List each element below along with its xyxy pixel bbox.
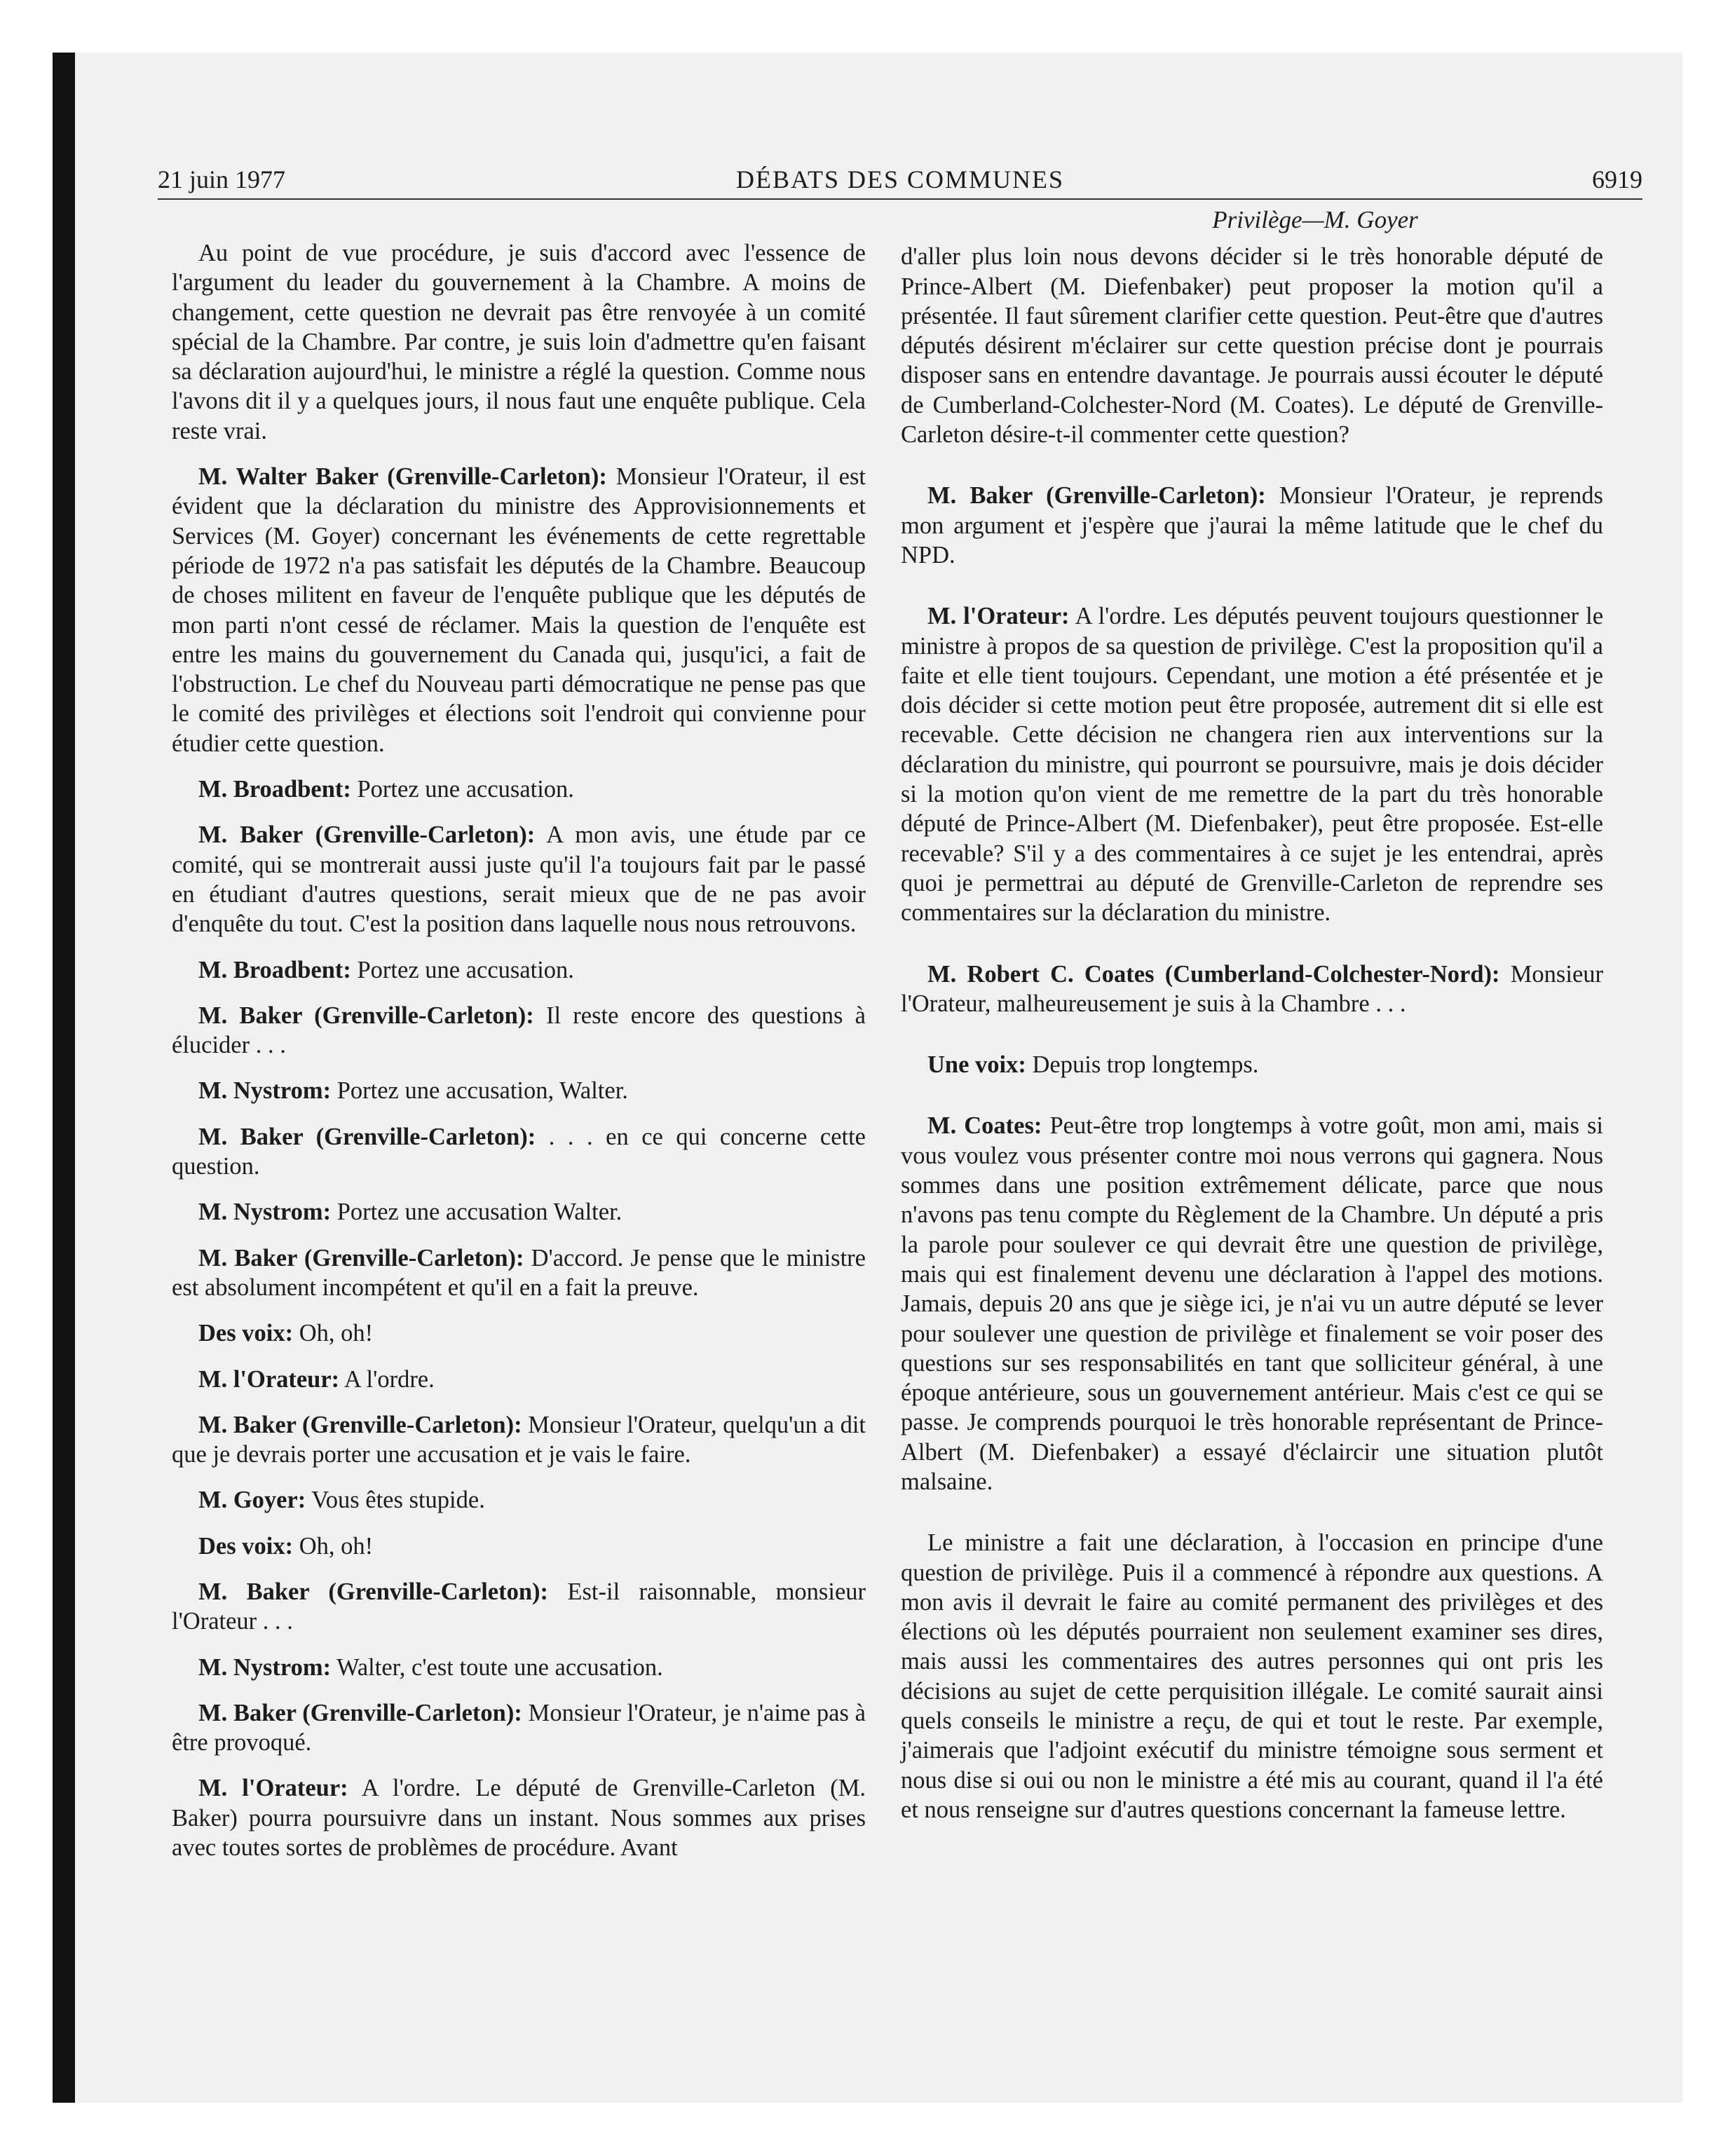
paragraph: Une voix: Depuis trop longtemps. [927,1051,1259,1079]
speaker-name: M. l'Orateur: [198,1775,348,1802]
paragraph: Des voix: Oh, oh! [198,1320,374,1347]
paragraph: M. Baker (Grenville-Carleton): Monsieur l'Orateur, quelqu'un a dit que je devrais porter une accusation et je vais le faire. [172,1411,866,1468]
page-header [158,156,1642,200]
paragraph: M. Baker (Grenville-Carleton): Il reste encore des questions à élucider . . . [172,1002,866,1059]
speaker-name: M. l'Orateur: [198,1365,340,1393]
speaker-name: Une voix: [927,1051,1026,1079]
paragraph: Au point de vue procédure, je suis d'accord avec l'essence de l'argument du leader du gouvernement à la Chambre. A moins de changement, cette question ne devrait pas être renvoyée à un comité spécial de la Chambre. Par contre, je suis loin d'admettre qu'en faisant sa déclaration aujourd'hui, le ministre a réglé la question. Comme nous l'avons dit il y a quelques jours, il nous faut une enquête publique. Cela reste vrai. [172,240,866,444]
speaker-name: M. Robert C. Coates (Cumberland-Colchester-Nord): [927,960,1500,988]
paragraph: M. Walter Baker (Grenville-Carleton): Monsieur l'Orateur, il est évident que la déclaration du ministre des Approvisionnements et Services (M. Goyer) concernant les événements de cette regrettable période de 1972 n'a pas satisfait les députés de la Chambre. Beaucoup de choses militent en faveur de l'enquête publique que les députés de mon parti n'ont cessé de réclamer. Mais la question de l'enquête est entre les mains du gouvernement du Canada qui, jusqu'ici, a fait de l'obstruction. Le chef du Nouveau parti démocratique ne pense pas que le comité des privilèges et élections soit l'endroit qui convienne pour étudier cette question. [172,463,866,757]
paragraph: M. Baker (Grenville-Carleton): Monsieur l'Orateur, je n'aime pas à être provoqué. [172,1699,866,1756]
paragraph: M. Goyer: Vous êtes stupide. [198,1487,485,1514]
paragraph: Le ministre a fait une déclaration, à l'occasion en principe d'une question de privilège. Puis il a commencé à répondre aux questions. A mon avis il devrait le faire au comité permanent des privilèges et des élections où les députés pourraient non seulement examiner ses dires, mais aussi les commentaires des autres personnes qui ont pris les décisions au sujet de cette perquisition illégale. Le comité saurait ainsi quels conseils le ministre a reçu, de qui et tout le reste. Par exemple, j'aimerais que l'adjoint exécutif du ministre témoigne sous serment et nous dise si oui ou non le ministre a été mis au courant, quand il l'a été et nous renseigne sur d'autres questions concernant la fameuse lettre. [901,1529,1603,1823]
paragraph: M. Nystrom: Walter, c'est toute une accusation. [198,1653,663,1681]
paragraph: M. Baker (Grenville-Carleton): D'accord. Je pense que le ministre est absolument incompétent et qu'il en a fait la preuve. [172,1244,866,1301]
speaker-name: M. Walter Baker (Grenville-Carleton): [198,463,607,491]
speaker-name: Des voix: [198,1532,294,1560]
speaker-name: M. l'Orateur: [927,603,1070,630]
speaker-name: M. Broadbent: [198,956,351,983]
speaker-name: M. Baker (Grenville-Carleton): [198,1578,549,1605]
paragraph: M. l'Orateur: A l'ordre. Le député de Grenville-Carleton (M. Baker) pourra poursuivre dans un instant. Nous sommes aux prises avec toutes sortes de problèmes de procédure. Avant [172,1775,866,1862]
paragraph: Des voix: Oh, oh! [198,1532,374,1560]
speaker-name: M. Baker (Grenville-Carleton): [198,1699,522,1726]
speaker-name: M. Baker (Grenville-Carleton): [198,1123,536,1150]
page-number: 6919 [1592,165,1642,193]
speaker-name: M. Nystrom: [198,1653,332,1681]
paragraph: d'aller plus loin nous devons décider si le très honorable député de Prince-Albert (M. Diefenbaker) peut proposer la motion qu'il a présentée. Il faut sûrement clarifier cette question. Peut-être que d'autres députés désirent m'éclairer sur cette question précise dont je pourrais disposer sans en entendre davantage. Je pourrais aussi écouter le député de Cumberland-Colchester-Nord (M. Coates). Le député de Grenville-Carleton désire-t-il commenter cette question? [901,243,1603,449]
speaker-name: M. Nystrom: [198,1199,332,1226]
paragraph: M. Baker (Grenville-Carleton): A mon avis, une étude par ce comité, qui se montrerait aussi juste qu'il l'a toujours fait par le passé en étudiant d'autres questions, serait mieux que de ne pas avoir d'enquête du tout. C'est la position dans laquelle nous nous retrouvons. [172,821,866,938]
paragraph: M. l'Orateur: A l'ordre. Les députés peuvent toujours questionner le ministre à propos de sa question de privilège. C'est la proposition qu'il a faite et elle tient toujours. Cependant, une motion a été présentée et je dois décider si cette motion peut être proposée, autrement dit si elle est recevable. Cette décision ne changera rien aux interventions sur la déclaration du ministre, qui pourront se poursuivre, mais je dois décider si la motion qu'on vient de me remettre de la part du très honorable député de Prince-Albert (M. Diefenbaker), peut être proposée. Est-elle recevable? S'il y a des commentaires à ce sujet je les entendrai, après quoi je permettrai au député de Grenville-Carleton de reprendre ses commentaires sur la déclaration du ministre. [901,603,1604,927]
scanned-page [53,53,1682,2103]
paragraph: M. Baker (Grenville-Carleton): . . . en ce qui concerne cette question. [172,1123,866,1180]
speaker-name: M. Baker (Grenville-Carleton): [927,482,1266,510]
speaker-name: M. Nystrom: [198,1077,332,1105]
binding-edge [53,53,75,2103]
paragraph: M. Broadbent: Portez une accusation. [198,956,574,983]
running-head: Privilège—M. Goyer [1212,206,1418,233]
paragraph: M. Broadbent: Portez une accusation. [198,776,574,803]
speaker-name: M. Baker (Grenville-Carleton): [198,1002,534,1029]
right-column [901,205,1603,1841]
paragraph: M. Coates: Peut-être trop longtemps à votre goût, mon ami, mais si vous voulez vous présenter contre moi nous verrons qui gagnera. Nous sommes dans une position extrêmement délicate, parce que nous n'avons pas tenu compte du Règlement de la Chambre. Un député a pris la parole pour soulever ce qui devrait être une question de privilège, mais qui est finalement devenu une déclaration à l'appel des motions. Jamais, depuis 20 ans que je siège ici, je n'ai vu un autre député se lever pour soulever une question de privilège et finalement se voir poser des questions sur ses responsabilités en tant que solliciteur général, à une époque antérieure, sous un gouvernement antérieur. Mais c'est ce qui se passe. Je comprends pourquoi le très honorable représentant de Prince-Albert (M. Diefenbaker) a essayé d'éclaircir une situation plutôt malsaine. [901,1112,1603,1495]
left-column [172,238,866,1878]
paragraph: M. Baker (Grenville-Carleton): Est-il raisonnable, monsieur l'Orateur . . . [172,1578,866,1635]
paragraph: M. l'Orateur: A l'ordre. [198,1365,435,1393]
paragraph: M. Nystrom: Portez une accusation Walter. [198,1199,622,1226]
header-title: DÉBATS DES COMMUNES [735,165,1065,193]
speaker-name: M. Baker (Grenville-Carleton): [198,1244,524,1271]
speaker-name: M. Baker (Grenville-Carleton): [198,1411,522,1438]
paragraph: M. Nystrom: Portez une accusation, Walter. [198,1077,628,1105]
paragraph: M. Baker (Grenville-Carleton): Monsieur l'Orateur, je reprends mon argument et j'espère que j'aurai la même latitude que le chef du NPD. [901,482,1603,568]
speaker-name: Des voix: [198,1320,294,1347]
speaker-name: M. Goyer: [198,1487,306,1514]
speaker-name: M. Baker (Grenville-Carleton): [198,821,536,849]
paragraph: M. Robert C. Coates (Cumberland-Colchester-Nord): Monsieur l'Orateur, malheureusement je suis à la Chambre . . . [901,960,1603,1017]
header-date: 21 juin 1977 [158,165,286,193]
speaker-name: M. Broadbent: [198,776,351,803]
speaker-name: M. Coates: [927,1112,1042,1140]
